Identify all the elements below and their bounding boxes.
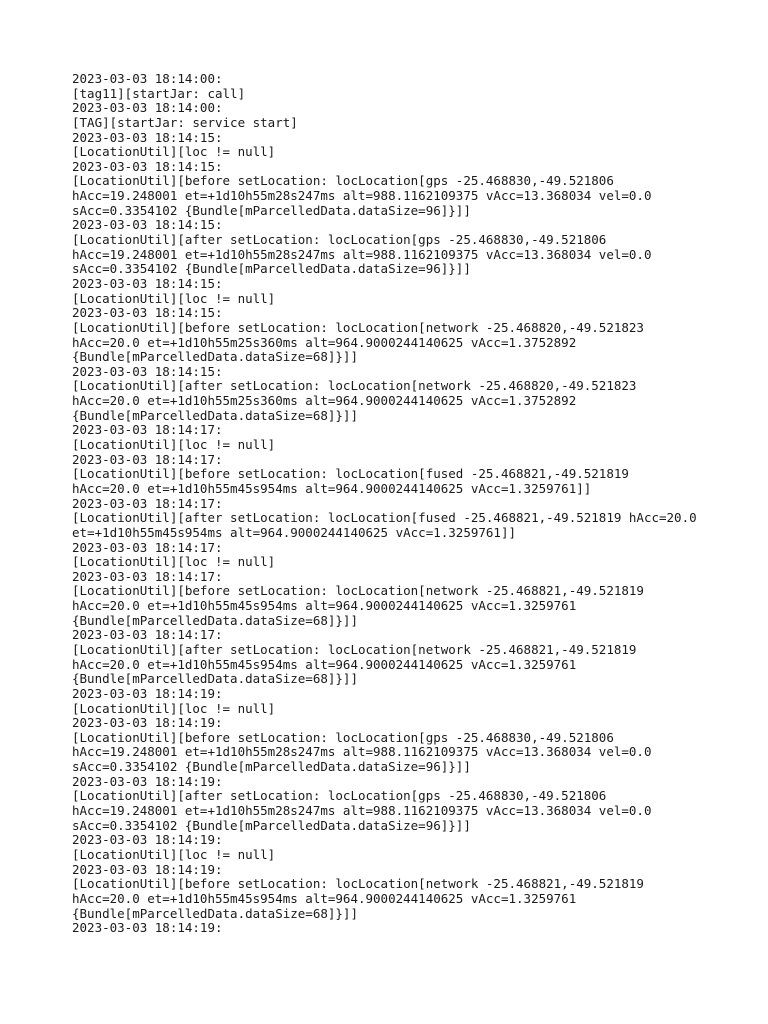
log-line: [LocationUtil][before setLocation: locLocation[fused -25.468821,-49.521819 [72, 466, 629, 482]
log-line: 2023-03-03 18:14:15: [72, 217, 223, 233]
log-line: {Bundle[mParcelledData.dataSize=68]}]] [72, 349, 358, 365]
log-line: 2023-03-03 18:14:17: [72, 539, 223, 555]
log-line: 2023-03-03 18:14:19: [72, 685, 223, 701]
log-line: [LocationUtil][loc != null] [72, 437, 276, 453]
log-line: [LocationUtil][before setLocation: locLocation[network -25.468820,-49.521823 [72, 319, 644, 335]
log-line: 2023-03-03 18:14:15: [72, 363, 223, 379]
log-line: 2023-03-03 18:14:19: [72, 920, 223, 936]
log-line: 2023-03-03 18:14:17: [72, 495, 223, 511]
log-line: {Bundle[mParcelledData.dataSize=68]}]] [72, 671, 358, 687]
log-document [72, 72, 752, 936]
log-line: hAcc=19.248001 et=+1d10h55m28s247ms alt=988.1162109375 vAcc=13.368034 vel=0.0 [72, 188, 652, 204]
log-line: [LocationUtil][loc != null] [72, 846, 276, 862]
log-line: [LocationUtil][loc != null] [72, 144, 276, 160]
log-line: [LocationUtil][before setLocation: locLocation[gps -25.468830,-49.521806 [72, 173, 614, 189]
log-line: [LocationUtil][before setLocation: locLocation[network -25.468821,-49.521819 [72, 583, 644, 599]
log-line: 2023-03-03 18:14:19: [72, 861, 223, 877]
log-line: et=+1d10h55m45s954ms alt=964.9000244140625 vAcc=1.3259761]] [72, 524, 517, 540]
log-line: hAcc=20.0 et=+1d10h55m45s954ms alt=964.9000244140625 vAcc=1.3259761]] [72, 480, 592, 496]
log-line: sAcc=0.3354102 {Bundle[mParcelledData.dataSize=96]}]] [72, 261, 471, 277]
log-line: 2023-03-03 18:14:19: [72, 715, 223, 731]
log-line: [LocationUtil][loc != null] [72, 554, 276, 570]
log-line: [LocationUtil][after setLocation: locLocation[gps -25.468830,-49.521806 [72, 232, 607, 248]
log-line: 2023-03-03 18:14:19: [72, 773, 223, 789]
log-line: hAcc=20.0 et=+1d10h55m25s360ms alt=964.9000244140625 vAcc=1.3752892 [72, 334, 577, 350]
log-line: 2023-03-03 18:14:17: [72, 568, 223, 584]
log-text-block [72, 72, 752, 936]
log-line: {Bundle[mParcelledData.dataSize=68]}]] [72, 612, 358, 628]
log-line: hAcc=20.0 et=+1d10h55m25s360ms alt=964.9000244140625 vAcc=1.3752892 [72, 393, 577, 409]
log-line: {Bundle[mParcelledData.dataSize=68]}]] [72, 905, 358, 921]
log-line: 2023-03-03 18:14:15: [72, 158, 223, 174]
log-line: [LocationUtil][loc != null] [72, 700, 276, 716]
log-line: 2023-03-03 18:14:17: [72, 422, 223, 438]
log-line: [LocationUtil][loc != null] [72, 290, 276, 306]
log-line: 2023-03-03 18:14:15: [72, 305, 223, 321]
log-line: hAcc=20.0 et=+1d10h55m45s954ms alt=964.9000244140625 vAcc=1.3259761 [72, 598, 577, 614]
log-line: hAcc=20.0 et=+1d10h55m45s954ms alt=964.9000244140625 vAcc=1.3259761 [72, 656, 577, 672]
log-line: 2023-03-03 18:14:17: [72, 627, 223, 643]
log-line: 2023-03-03 18:14:19: [72, 832, 223, 848]
log-line: [LocationUtil][after setLocation: locLocation[network -25.468820,-49.521823 [72, 378, 637, 394]
log-line: hAcc=20.0 et=+1d10h55m45s954ms alt=964.9000244140625 vAcc=1.3259761 [72, 890, 577, 906]
log-line: sAcc=0.3354102 {Bundle[mParcelledData.dataSize=96]}]] [72, 759, 471, 775]
log-line: [TAG][startJar: service start] [72, 114, 298, 130]
log-line: hAcc=19.248001 et=+1d10h55m28s247ms alt=988.1162109375 vAcc=13.368034 vel=0.0 [72, 744, 652, 760]
log-line: {Bundle[mParcelledData.dataSize=68]}]] [72, 407, 358, 423]
log-line: 2023-03-03 18:14:00: [72, 71, 223, 86]
log-line: 2023-03-03 18:14:00: [72, 100, 223, 116]
log-line: 2023-03-03 18:14:17: [72, 451, 223, 467]
log-line: [tag11][startJar: call] [72, 85, 246, 101]
log-line: [LocationUtil][before setLocation: locLocation[gps -25.468830,-49.521806 [72, 729, 614, 745]
log-line: [LocationUtil][after setLocation: locLocation[gps -25.468830,-49.521806 [72, 788, 607, 804]
log-line: 2023-03-03 18:14:15: [72, 129, 223, 145]
log-line: hAcc=19.248001 et=+1d10h55m28s247ms alt=988.1162109375 vAcc=13.368034 vel=0.0 [72, 246, 652, 262]
log-line: 2023-03-03 18:14:15: [72, 275, 223, 291]
log-line: [LocationUtil][before setLocation: locLocation[network -25.468821,-49.521819 [72, 876, 644, 892]
log-line: hAcc=19.248001 et=+1d10h55m28s247ms alt=988.1162109375 vAcc=13.368034 vel=0.0 [72, 803, 652, 819]
log-line: [LocationUtil][after setLocation: locLocation[network -25.468821,-49.521819 [72, 641, 637, 657]
log-line: [LocationUtil][after setLocation: locLocation[fused -25.468821,-49.521819 hAcc=20.0 [72, 510, 697, 526]
log-line: sAcc=0.3354102 {Bundle[mParcelledData.dataSize=96]}]] [72, 202, 471, 218]
log-line: sAcc=0.3354102 {Bundle[mParcelledData.dataSize=96]}]] [72, 817, 471, 833]
